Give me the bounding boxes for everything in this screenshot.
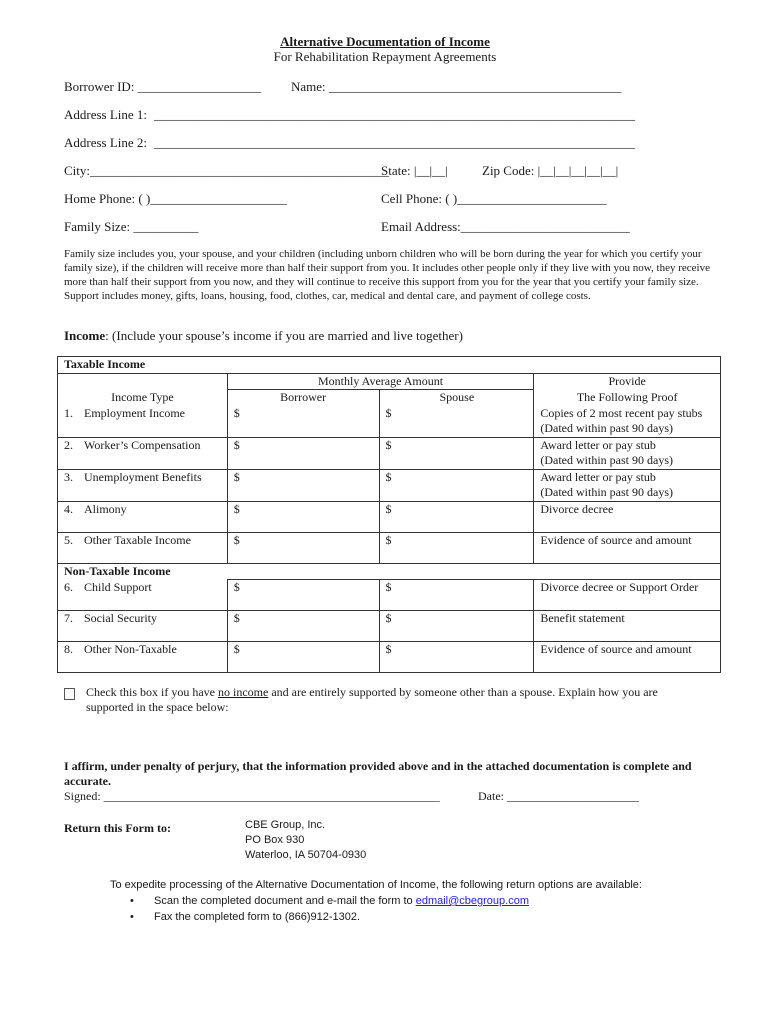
- income-heading-note: : (Include your spouse’s income if you are married and live together): [105, 328, 463, 343]
- bullet-icon: •: [130, 911, 134, 923]
- spouse-amount-cell[interactable]: $: [379, 406, 534, 438]
- proof-text: Award letter or pay stub: [540, 469, 656, 484]
- proof-header: The Following Proof: [534, 390, 721, 406]
- spouse-amount-cell[interactable]: $: [379, 611, 534, 642]
- borrower-amount-cell[interactable]: $: [227, 501, 379, 532]
- address-line-2-label: Address Line 2:: [64, 135, 148, 150]
- provide-header: Provide: [534, 373, 721, 390]
- income-type: Child Support: [84, 579, 152, 594]
- date-field[interactable]: Date: ______________________: [478, 789, 639, 803]
- table-row: [58, 532, 721, 563]
- borrower-header: Borrower: [227, 390, 379, 406]
- cell-phone-field[interactable]: Cell Phone: ( )_______________________: [381, 191, 607, 206]
- address-line-1-label: Address Line 1:: [64, 107, 148, 122]
- proof-text: Copies of 2 most recent pay stubs: [540, 405, 703, 420]
- spouse-amount-cell[interactable]: $: [379, 437, 534, 469]
- borrower-amount-cell[interactable]: $: [227, 532, 379, 563]
- zip-code-field[interactable]: Zip Code: |__|__|__|__|__|: [482, 163, 619, 178]
- table-row: [58, 406, 721, 438]
- table-row: [58, 611, 721, 642]
- home-phone-field[interactable]: Home Phone: ( )_____________________: [64, 191, 287, 206]
- proof-note: (Dated within past 90 days): [540, 485, 673, 499]
- proof-note: (Dated within past 90 days): [540, 453, 673, 467]
- expedite-option-fax: [130, 911, 360, 923]
- form-title: Alternative Documentation of Income: [280, 34, 490, 49]
- row-number: 1.: [64, 405, 73, 420]
- non-taxable-income-heading: Non-Taxable Income: [58, 563, 721, 580]
- income-heading-label: Income: [64, 328, 106, 343]
- affirmation-line-1: I affirm, under penalty of perjury, that the information provided above and in the attached documentation is complete and: [64, 759, 692, 773]
- row-number: 3.: [64, 469, 73, 484]
- no-income-text: [86, 685, 658, 700]
- table-row: [58, 469, 721, 501]
- income-type: Social Security: [84, 611, 157, 625]
- spouse-amount-cell[interactable]: $: [379, 501, 534, 532]
- row-number: 6.: [64, 579, 73, 594]
- income-type: Other Non-Taxable: [84, 642, 177, 656]
- borrower-amount-cell[interactable]: $: [227, 406, 379, 438]
- proof-text: Evidence of source and amount: [540, 532, 692, 547]
- table-row: [58, 580, 721, 611]
- email-link[interactable]: edmail@cbegroup.com: [415, 895, 529, 907]
- address-line-2-field[interactable]: __________________________________________________________________________: [154, 135, 635, 150]
- no-income-underlined: no income: [217, 685, 269, 699]
- taxable-income-heading: Taxable Income: [58, 357, 721, 374]
- row-number: 4.: [64, 501, 73, 516]
- proof-note: (Dated within past 90 days): [540, 421, 673, 435]
- family-size-field[interactable]: Family Size: __________: [64, 219, 199, 234]
- table-row: [58, 501, 721, 532]
- return-address-line-2: PO Box 930: [245, 834, 305, 846]
- expedite-option-email-text: Scan the completed document and e-mail the form to: [154, 895, 416, 907]
- table-row: [58, 642, 721, 673]
- city-field[interactable]: City:______________________________________________: [64, 163, 390, 178]
- income-type: Alimony: [84, 501, 127, 516]
- family-size-note: Family size includes you, your spouse, and your children (including unborn children who will be born during the year for which you certify your family size), if the children will receive more than half their support from you. It includes other people only if they live with you now, they receive more than half their support from you now, and they will continue to receive this support from you for the year that you certify your family size. Support includes money, gifts, loans, housing, food, clothes, car, medical and dental care, and payment of college costs.: [64, 248, 710, 302]
- spouse-amount-cell[interactable]: $: [379, 532, 534, 563]
- income-heading: [64, 328, 463, 344]
- borrower-id-field[interactable]: Borrower ID: ___________________: [64, 79, 262, 94]
- checkbox-square-icon[interactable]: [64, 688, 75, 700]
- return-form-label: Return this Form to:: [64, 821, 171, 835]
- name-field[interactable]: Name: _____________________________________________: [291, 79, 622, 94]
- return-address-line-3: Waterloo, IA 50704-0930: [245, 849, 367, 861]
- income-type: Other Taxable Income: [84, 532, 191, 547]
- proof-text: Evidence of source and amount: [540, 642, 692, 656]
- income-type: Employment Income: [84, 405, 185, 420]
- form-subtitle: For Rehabilitation Repayment Agreements: [273, 49, 497, 64]
- proof-text: Benefit statement: [540, 611, 625, 625]
- row-number: 2.: [64, 437, 73, 452]
- affirmation-line-2: accurate.: [64, 774, 111, 788]
- borrower-amount-cell[interactable]: $: [227, 580, 379, 611]
- borrower-amount-cell[interactable]: $: [227, 469, 379, 501]
- borrower-amount-cell[interactable]: $: [227, 642, 379, 673]
- no-income-text-pre: Check this box if you have: [86, 685, 218, 699]
- proof-text: Divorce decree or Support Order: [540, 580, 699, 594]
- expedite-option-fax-text: Fax the completed form to (866)912-1302.: [154, 911, 361, 923]
- bullet-icon: •: [130, 895, 134, 907]
- income-type: Unemployment Benefits: [84, 469, 202, 484]
- borrower-amount-cell[interactable]: $: [227, 611, 379, 642]
- spouse-amount-cell[interactable]: $: [379, 580, 534, 611]
- no-income-text-line2: supported in the space below:: [86, 700, 229, 714]
- no-income-text-post: and are entirely supported by someone other than a spouse. Explain how you are: [268, 685, 658, 699]
- row-number: 7.: [64, 611, 73, 625]
- expedite-option-email: [130, 895, 529, 907]
- income-type-header: Income Type: [58, 390, 228, 406]
- income-type: Worker’s Compensation: [84, 437, 201, 452]
- expedite-intro: To expedite processing of the Alternative Documentation of Income, the following return options are available:: [110, 879, 642, 891]
- signature-field[interactable]: Signed: ________________________________________________________: [64, 789, 440, 803]
- state-field[interactable]: State: |__|__|: [381, 163, 448, 178]
- spouse-header: Spouse: [379, 390, 534, 406]
- income-table: [57, 356, 721, 673]
- table-row: [58, 437, 721, 469]
- borrower-amount-cell[interactable]: $: [227, 437, 379, 469]
- address-line-1-field[interactable]: __________________________________________________________________________: [154, 107, 635, 122]
- proof-text: Divorce decree: [540, 501, 614, 516]
- row-number: 5.: [64, 532, 73, 547]
- return-address-line-1: CBE Group, Inc.: [245, 819, 326, 831]
- proof-text: Award letter or pay stub: [540, 437, 656, 452]
- spouse-amount-cell[interactable]: $: [379, 469, 534, 501]
- monthly-average-header: Monthly Average Amount: [227, 373, 534, 390]
- no-income-checkbox[interactable]: [64, 686, 75, 704]
- spouse-amount-cell[interactable]: $: [379, 642, 534, 673]
- row-number: 8.: [64, 642, 73, 656]
- email-address-field[interactable]: Email Address:__________________________: [381, 219, 630, 234]
